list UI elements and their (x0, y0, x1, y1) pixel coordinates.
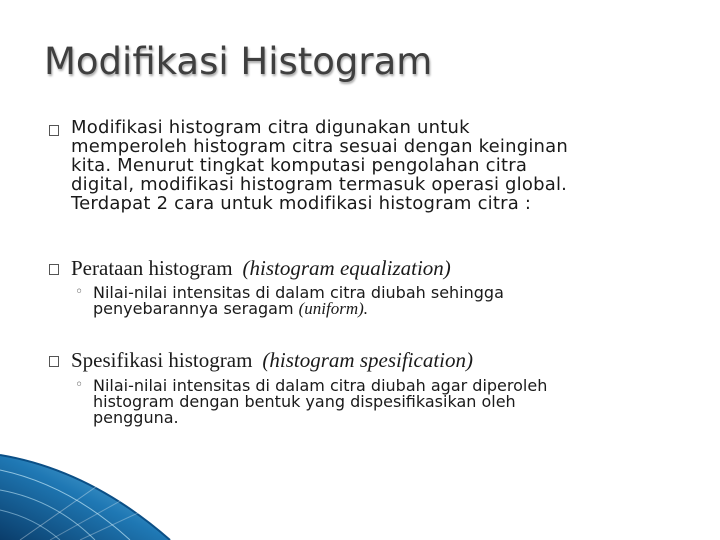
method-term-english: (histogram equalization) (242, 256, 451, 280)
intro-paragraph (71, 118, 691, 213)
intro-line: digital, modifikasi histogram termasuk operasi global. (71, 174, 568, 195)
method-term: Perataan histogram (71, 256, 233, 280)
method-heading-specification (71, 349, 473, 372)
method-description (93, 285, 673, 317)
sub-bullet-icon: ◦ (75, 284, 84, 300)
bullet-box-icon (49, 264, 59, 275)
intro-line: Modifikasi histogram citra digunakan untuk (71, 117, 470, 138)
description-line: histogram dengan bentuk yang dispesifikasikan oleh (93, 392, 516, 411)
bullet-box-icon (49, 356, 59, 367)
method-term-english: (histogram spesification) (262, 348, 473, 372)
bullet-box-icon (49, 125, 59, 136)
sub-bullet-icon: ◦ (75, 377, 84, 393)
description-line: Nilai-nilai intensitas di dalam citra diubah agar diperoleh (93, 376, 548, 395)
intro-line: Terdapat 2 cara untuk modifikasi histogram citra : (71, 193, 532, 214)
intro-line: kita. Menurut tingkat komputasi pengolahan citra (71, 155, 528, 176)
description-line: pengguna. (93, 408, 179, 427)
method-term: Spesifikasi histogram (71, 348, 253, 372)
method-description (93, 378, 673, 426)
description-line (93, 301, 673, 317)
method-heading-equalization (71, 257, 451, 280)
intro-line: memperoleh histogram citra sesuai dengan keinginan (71, 136, 568, 157)
description-text: penyebarannya seragam (93, 299, 299, 318)
description-line: Nilai-nilai intensitas di dalam citra diubah sehingga (93, 283, 504, 302)
slide-title: Modifikasi Histogram (44, 40, 433, 83)
description-emphasis: (uniform). (298, 299, 369, 318)
